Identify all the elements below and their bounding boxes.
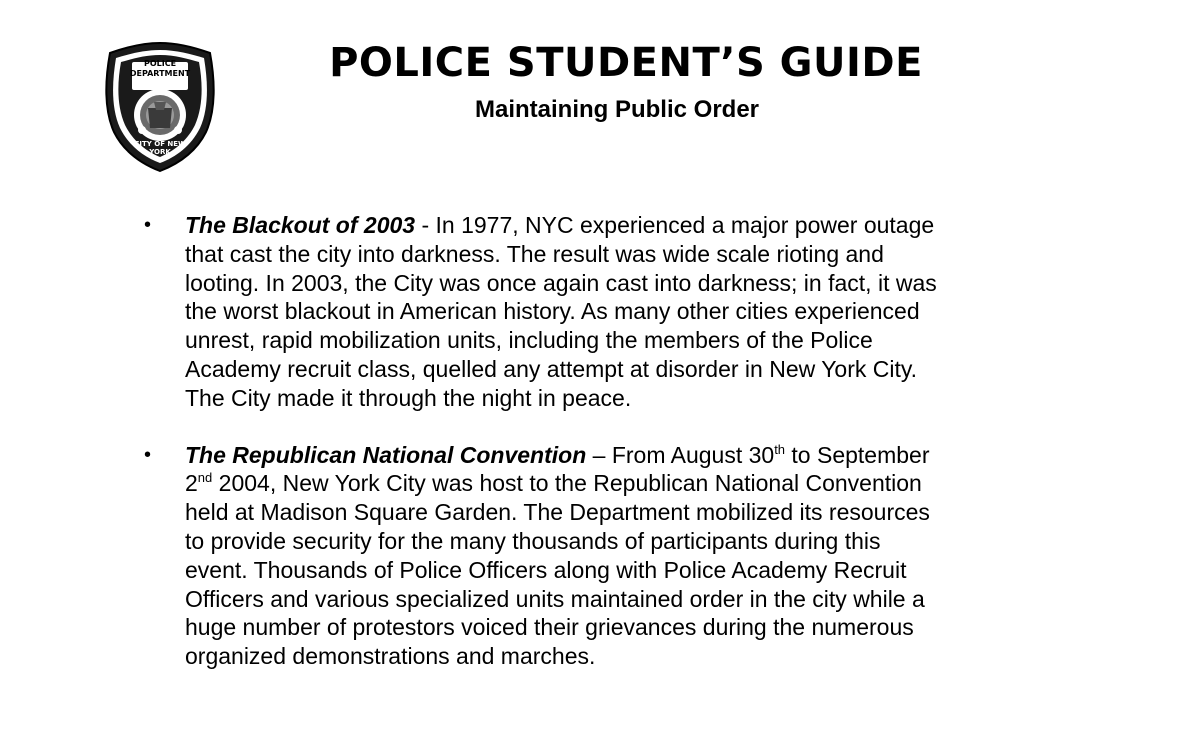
bullet-line: the worst blackout in American history. As many other cities experienced xyxy=(185,298,920,325)
bullet-line: unrest, rapid mobilization units, including the members of the Police xyxy=(185,327,873,354)
bullet-line: to provide security for the many thousands of participants during this xyxy=(185,527,881,554)
badge-top-text: POLICE DEPARTMENT xyxy=(129,59,191,78)
badge-bottom-text: CITY OF NEW YORK xyxy=(134,140,186,156)
bullet-separator: – xyxy=(586,441,612,468)
bullet-lead: The Republican National Convention xyxy=(185,441,587,468)
bullet-lead: The Blackout of 2003 xyxy=(185,212,416,238)
bullet-separator: - xyxy=(415,212,436,238)
bullet-text: From August 30 xyxy=(611,441,775,468)
bullet-line: Officers and various specialized units maintained order in the city while a xyxy=(185,585,925,612)
bullet-line: huge number of protestors voiced their grievances during the numerous xyxy=(185,614,914,641)
bullet-line xyxy=(185,211,1070,240)
bullet-republican-convention xyxy=(140,441,1070,671)
ordinal-suffix: th xyxy=(774,441,786,457)
bullet-text: In 1977, NYC experienced a major power outage xyxy=(435,212,935,238)
bullet-line xyxy=(185,441,1070,470)
bullet-dot-icon: • xyxy=(144,443,152,466)
page-title: POLICE STUDENT’S GUIDE xyxy=(329,40,923,86)
bullet-list xyxy=(140,211,1070,699)
bullet-line xyxy=(185,469,1070,498)
bullet-line: organized demonstrations and marches. xyxy=(185,643,596,670)
bullet-text: 2004, New York City was host to the Republican National Convention xyxy=(212,470,922,497)
bullet-line: Academy recruit class, quelled any attempt at disorder in New York City. xyxy=(185,355,918,382)
ordinal-suffix: nd xyxy=(197,470,213,486)
bullet-text: to September xyxy=(785,441,930,468)
bullet-line: event. Thousands of Police Officers along with Police Academy Recruit xyxy=(185,556,907,583)
page-subtitle: Maintaining Public Order xyxy=(474,96,760,123)
bullet-line: The City made it through the night in peace. xyxy=(185,384,632,411)
bullet-line: held at Madison Square Garden. The Department mobilized its resources xyxy=(185,499,930,526)
bullet-line: that cast the city into darkness. The result was wide scale rioting and xyxy=(185,240,884,267)
bullet-blackout-2003 xyxy=(140,211,1070,413)
bullet-dot-icon: • xyxy=(144,214,152,236)
bullet-line: looting. In 2003, the City was once again cast into darkness; in fact, it was xyxy=(185,269,937,296)
bullet-text: 2 xyxy=(185,470,198,497)
